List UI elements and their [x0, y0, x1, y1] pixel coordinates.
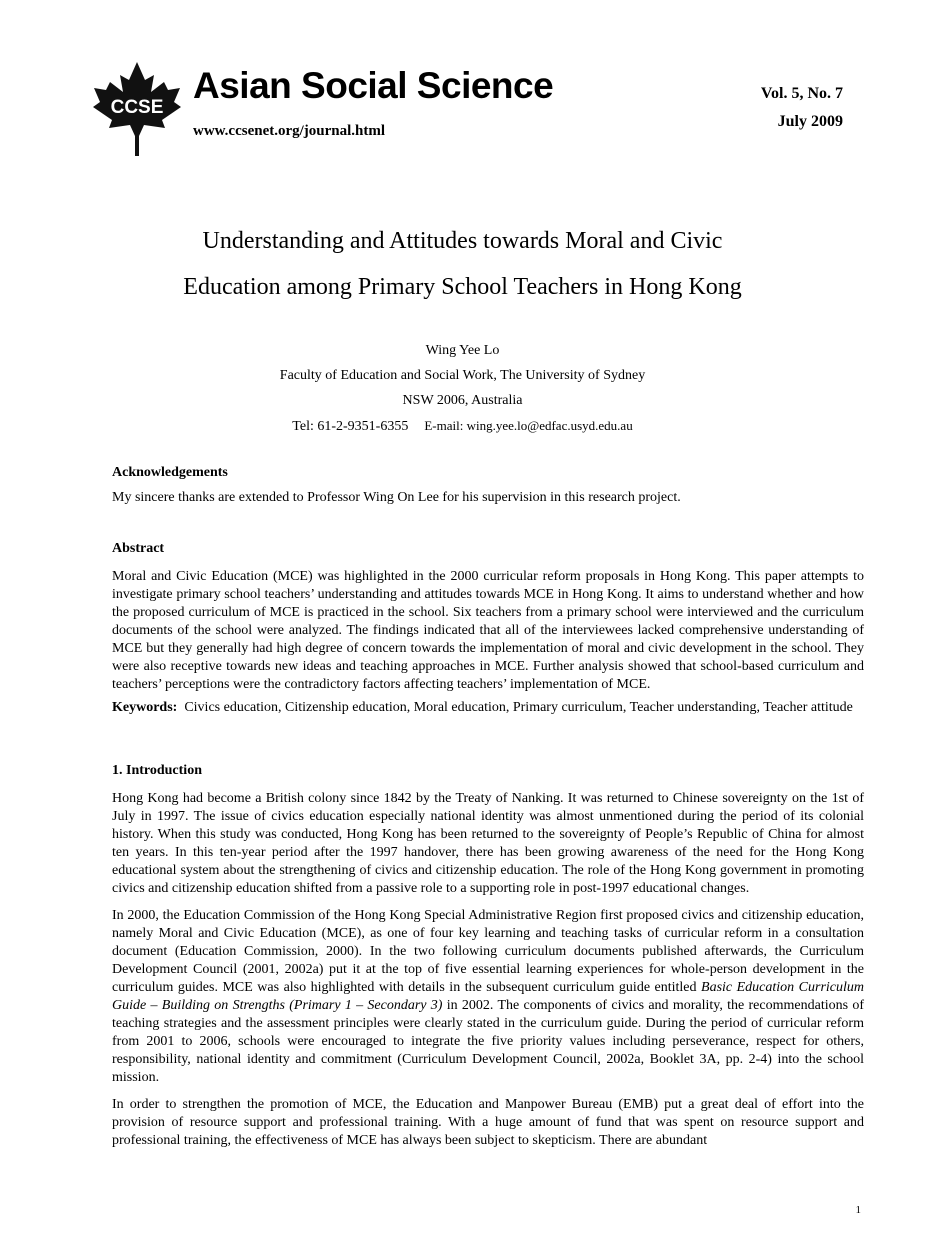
- author-name: Wing Yee Lo: [425, 343, 500, 358]
- journal-header: [0, 0, 925, 170]
- curriculum-guide-title: Basic Education Curriculum Guide – Building on Strengths (Primary 1 – Secondary 3): [112, 980, 864, 1013]
- p2-text-b: in 2002. The components of civics and morality, the recommendations of teaching strategies and the assessment principles were clearly stated in the curriculum guide. During the period of curricular reform from 2001 to 2006, schools were encouraged to integrate the five priority values including perseverance, respect for others, responsibility, national identity and commitment (Curriculum Development Council, 2002a, Booklet 3A, pp. 2-4) into the school mission.: [112, 998, 864, 1085]
- author-address: NSW 2006, Australia: [402, 393, 523, 408]
- abstract-section: [112, 540, 864, 717]
- introduction-paragraph-2: [112, 907, 864, 1087]
- paper-title: [0, 218, 925, 310]
- author-email[interactable]: E-mail: wing.yee.lo@edfac.usyd.edu.au: [424, 418, 633, 433]
- keywords: [112, 699, 864, 717]
- author-contact: [0, 413, 925, 439]
- author-affiliation: Faculty of Education and Social Work, The University of Sydney: [279, 368, 646, 383]
- abstract-heading: Abstract: [112, 541, 165, 556]
- introduction-paragraph-3: In order to strengthen the promotion of MCE, the Education and Manpower Bureau (EMB) put a great deal of effort into the provision of resource support and professional training. With a huge amount of fund that was spent on resource support and professional training, the effectiveness of MCE has always been subject to skepticism. There are abundant: [112, 1097, 864, 1148]
- title-line-1: Understanding and Attitudes towards Moral and Civic: [202, 228, 723, 254]
- abstract-text: Moral and Civic Education (MCE) was highlighted in the 2000 curricular reform proposals in Hong Kong. This paper attempts to investigate primary school teachers’ understanding and attitudes towards MCE in Hong Kong. It aims to understand whether and how the proposed curriculum of MCE is practiced in the school. Six teachers from a primary school were interviewed and the curriculum documents of the school were analyzed. The findings indicated that all of the interviewees lacked comprehensive understanding of MCE but they generally had high degree of concern towards the implementation of moral and civic development in the school. They were also receptive towards new ideas and teaching approaches in MCE. Further analysis showed that school-based curriculum and teachers’ perceptions were the contradictory factors affecting teachers’ implementation of MCE.: [112, 569, 864, 692]
- author-info: [0, 338, 925, 439]
- journal-url[interactable]: www.ccsenet.org/journal.html: [193, 123, 386, 139]
- keywords-list: Civics education, Citizenship education, Moral education, Primary curriculum, Teacher understanding, Teacher attitude: [184, 700, 853, 715]
- introduction-section: [112, 762, 864, 1150]
- p2-text-a: In 2000, the Education Commission of the Hong Kong Special Administrative Region first proposed civics and citizenship education, namely Moral and Civic Education (MCE), as one of four key learning and teaching tasks of curricular reform in a consultation document (Education Commission, 2000). In the two following curriculum documents published afterwards, the Curriculum Development Council (2001, 2002a) put it at the top of five essential learning experiences for whole-person development in the curriculum guides. MCE was also highlighted with details in the subsequent curriculum guide entitled: [112, 908, 864, 995]
- acknowledgements-heading: Acknowledgements: [112, 465, 228, 480]
- volume-number: Vol. 5, No. 7: [760, 85, 843, 102]
- acknowledgements-section: [112, 464, 864, 507]
- title-line-2: Education among Primary School Teachers in Hong Kong: [183, 274, 742, 300]
- keywords-label: Keywords:: [112, 700, 178, 715]
- introduction-heading: 1. Introduction: [112, 763, 202, 778]
- author-tel: Tel: 61-2-9351-6355: [292, 419, 409, 434]
- ccse-maple-leaf-logo: [92, 60, 182, 160]
- issue-date: July 2009: [777, 113, 843, 130]
- introduction-paragraph-1: Hong Kong had become a British colony since 1842 by the Treaty of Nanking. It was returned to Chinese sovereignty on the 1st of July in 1997. The issue of civics education especially national identity was almost unmentioned during the period of its colonial history. When this study was conducted, Hong Kong has been returned to the sovereignty of People’s Republic of China for almost ten years. In this ten-year period after the 1997 handover, there has been growing awareness of the need for the Hong Kong educational system about the strengthening of civics and citizenship education. The role of the Hong Kong government in promoting civics and citizenship education shifted from a passive role to a supporting role in post-1997 educational changes.: [112, 791, 864, 896]
- journal-title: Asian Social Science: [193, 65, 554, 106]
- page-number: 1: [855, 1204, 861, 1216]
- acknowledgements-text: My sincere thanks are extended to Professor Wing On Lee for his supervision in this research project.: [112, 490, 681, 505]
- logo-text: CCSE: [110, 97, 164, 118]
